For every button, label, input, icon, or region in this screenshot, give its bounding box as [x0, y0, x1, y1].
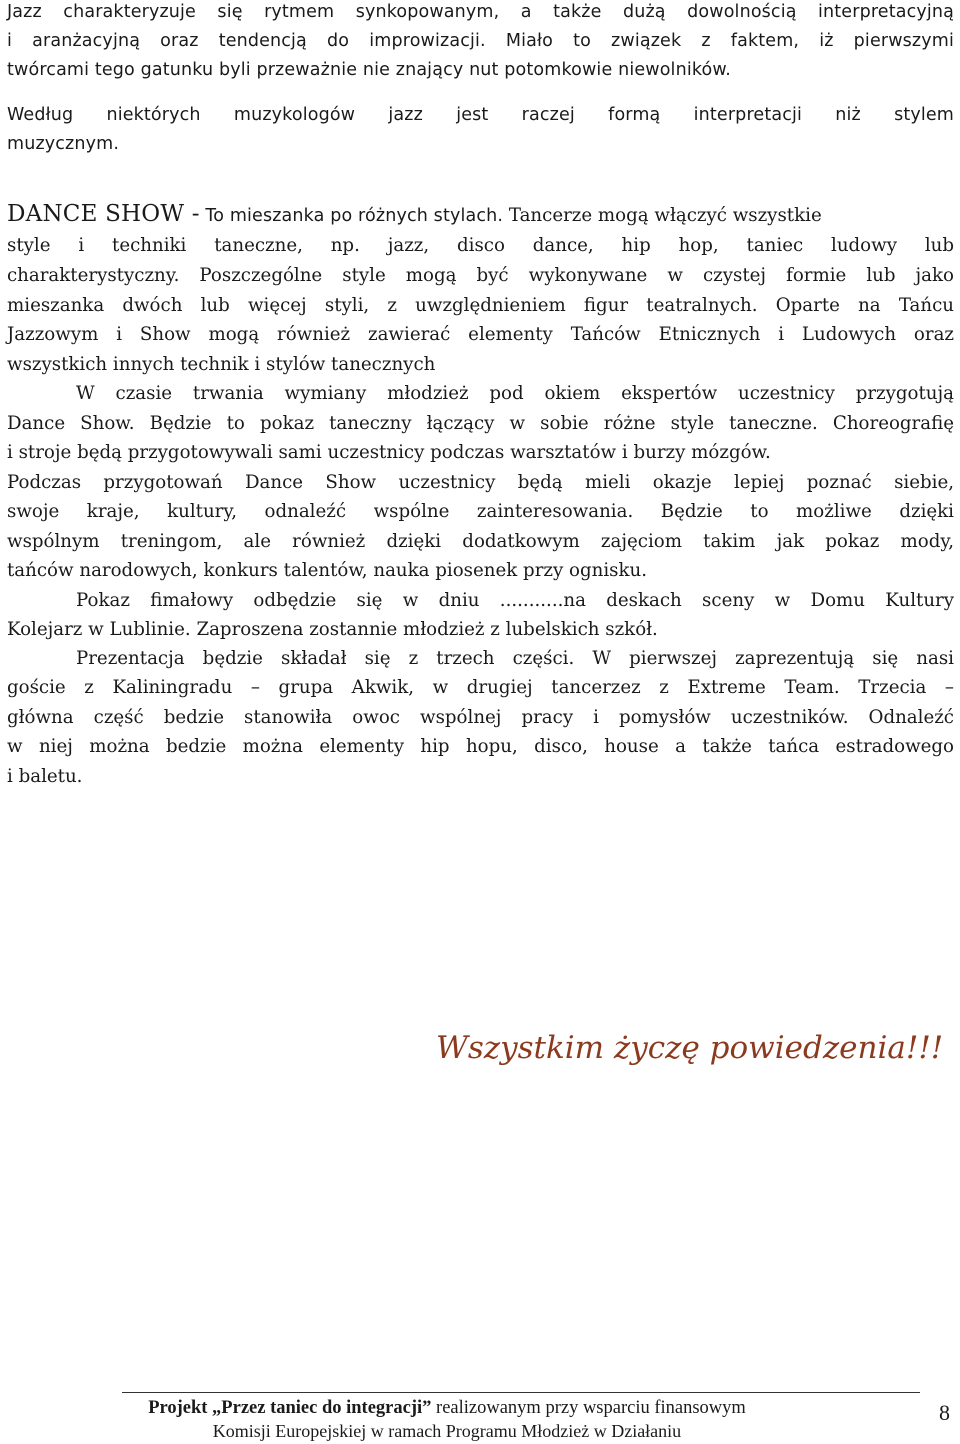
dance-show-line1-tail: Tancerze mogą włączyć wszystkie — [503, 205, 822, 226]
dance-show-line: charakterystyczny. Poszczególne style mogą być wykonywane w czystej formie lub jako — [7, 265, 954, 286]
dance-show-title-rest: To mieszanka po różnych stylach. — [199, 206, 504, 226]
dance-show-line: Dance Show. Będzie to pokaz taneczny łączący w sobie różne style taneczne. Choreografię — [7, 413, 954, 434]
dance-show-line: i baletu. — [7, 766, 83, 787]
dance-show-line: tańców narodowych, konkurs talentów, nauka piosenek przy ognisku. — [7, 560, 647, 581]
footer-project-line — [122, 1398, 772, 1419]
dance-show-title: DANCE SHOW - — [7, 201, 200, 227]
footer-program-line: Komisji Europejskiej w ramach Programu Młodzież w Działaniu — [212, 1421, 682, 1441]
closing-wish: Wszystkim życzę powiedzenia!!! — [436, 1030, 944, 1066]
dance-show-line: Podczas przygotowań Dance Show uczestnicy będą mieli okazje lepiej poznać siebie, — [7, 472, 954, 493]
page-number: 8 — [939, 1400, 950, 1425]
footer-divider — [122, 1392, 920, 1393]
intro-line-3: twórcami tego gatunku byli przeważnie nie znający nut potomkowie niewolników. — [7, 60, 731, 80]
dance-show-line: Jazzowym i Show mogą również zawierać elementy Tańców Etnicznych i Ludowych oraz — [7, 324, 954, 345]
dance-show-line: główna część bedzie stanowiła owoc wspólnej pracy i pomysłów uczestników. Odnaleźć — [7, 707, 954, 728]
dance-show-line: i stroje będą przygotowywali sami uczestnicy podczas warsztatów i burzy mózgów. — [7, 442, 771, 463]
dance-show-line: style i techniki taneczne, np. jazz, disco dance, hip hop, taniec ludowy lub — [7, 235, 954, 256]
dance-show-line: Pokaz fimałowy odbędzie się w dniu ...........na deskach sceny w Domu Kultury — [76, 590, 954, 611]
dance-show-line: wszystkich innych technik i stylów tanecznych — [7, 354, 436, 375]
dance-show-line: w niej można bedzie można elementy hip hopu, disco, house a także tańca estradowego — [7, 736, 954, 757]
dance-show-line: Prezentacja będzie składał się z trzech części. W pierwszej zaprezentują się nasi — [76, 648, 954, 669]
intro-line-4: Według niektórych muzykologów jazz jest raczej formą interpretacji niż stylem — [7, 105, 954, 125]
dance-show-line: W czasie trwania wymiany młodzież pod okiem ekspertów uczestnicy przygotują — [76, 383, 954, 404]
intro-line-5: muzycznym. — [7, 134, 120, 154]
dance-show-line: Kolejarz w Lublinie. Zaproszena zostannie młodzież z lubelskich szkół. — [7, 619, 658, 640]
dance-show-heading-line — [7, 201, 954, 227]
intro-line-2: i aranżacyjną oraz tendencją do improwizacji. Miało to związek z faktem, iż pierwszymi — [7, 31, 954, 51]
dance-show-line: wspólnym treningom, ale również dzięki dodatkowym zajęciom takim jak pokaz mody, — [7, 531, 954, 552]
dance-show-line: goście z Kaliningradu – grupa Akwik, w drugiej tancerzez z Extreme Team. Trzecia – — [7, 677, 954, 698]
dance-show-line: swoje kraje, kultury, odnaleźć wspólne zainteresowania. Będzie to możliwe dzięki — [7, 501, 954, 522]
intro-line-1: Jazz charakteryzuje się rytmem synkopowanym, a także dużą dowolnością interpretacyjną — [7, 2, 954, 22]
dance-show-line: mieszanka dwóch lub więcej styli, z uwzględnieniem figur teatralnych. Oparte na Tańcu — [7, 295, 954, 316]
footer-project-rest: realizowanym przy wsparciu finansowym — [431, 1398, 746, 1418]
footer-project-name: Projekt „Przez taniec do integracji” — [148, 1398, 432, 1418]
